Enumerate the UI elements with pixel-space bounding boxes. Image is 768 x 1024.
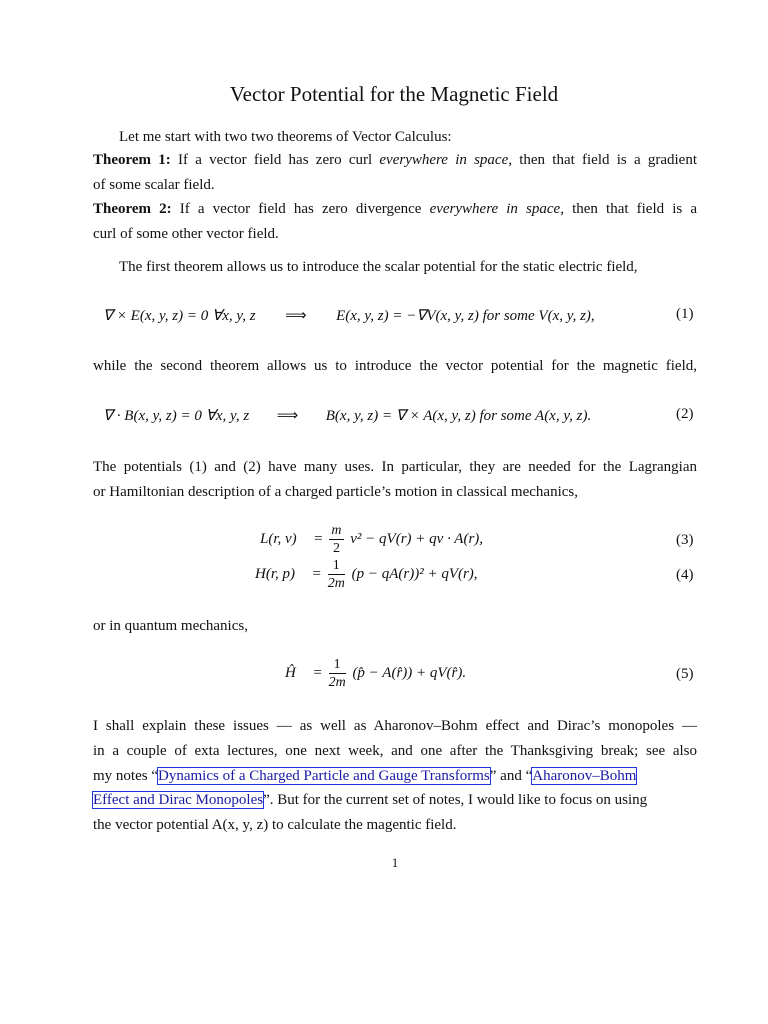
potentials-uses-line-1: The potentials (1) and (2) have many uses. In particular, they are needed for the Lagrangian — [93, 459, 697, 475]
implies-arrow-1: ⟹ — [285, 308, 307, 324]
closing-line-5: the vector potential A(x, y, z) to calculate the magentic field. — [93, 817, 457, 833]
equation-4-lhs: H(r, p) — [255, 565, 295, 582]
equation-1 — [103, 306, 595, 326]
theorem-2-line-2: curl of some other vector field. — [93, 226, 279, 242]
equation-3-equals: = — [314, 530, 323, 547]
equation-4-number: (4) — [676, 567, 694, 583]
intro-text: Let me start with two two theorems of Vector Calculus: — [119, 129, 452, 145]
equation-5-rhs: (p̂ − A(r̂)) + qV(r̂). — [352, 664, 467, 681]
first-theorem-paragraph: The first theorem allows us to introduce the scalar potential for the static electric field, — [119, 259, 638, 275]
equation-4-equals: = — [312, 565, 321, 582]
equation-2-number: (2) — [676, 406, 694, 422]
theorem-1-line-2: of some scalar field. — [93, 177, 215, 193]
equation-4 — [255, 557, 478, 592]
second-theorem-paragraph: while the second theorem allows us to introduce the vector potential for the magnetic field, — [93, 358, 697, 374]
equation-1-left: ∇ × E(x, y, z) = 0 ∀x, y, z — [103, 308, 256, 324]
equation-3-lhs: L(r, v) — [260, 530, 297, 547]
implies-arrow-2: ⟹ — [276, 408, 299, 424]
theorem-1-text: If a vector field has zero curl — [178, 152, 373, 168]
equation-3 — [260, 522, 483, 557]
theorem-2-label: Theorem 2: — [93, 201, 172, 217]
equation-5-equals: = — [313, 664, 322, 681]
equation-1-right: E(x, y, z) = −∇V(x, y, z) for some V(x, y, z), — [336, 308, 595, 324]
closing-line-3: my notes “Dynamics of a Charged Particle and Gauge Transforms” and “Aharonov–Bohm — [93, 768, 637, 784]
equation-4-rhs: (p − qA(r))² + qV(r), — [351, 565, 478, 582]
equation-5-fraction: $\frac{1}{2m}$ — [328, 657, 346, 690]
equation-5-number: (5) — [676, 666, 694, 682]
theorem-1-label: Theorem 1: — [93, 152, 171, 168]
equation-4-fraction: $\frac{1}{2m}$ — [327, 558, 345, 591]
equation-5-lhs: Ĥ — [285, 664, 296, 681]
potentials-uses-line-2: or Hamiltonian description of a charged particle’s motion in classical mechanics, — [93, 484, 578, 500]
page-title: Vector Potential for the Magnetic Field — [229, 82, 559, 106]
closing-line-4: Effect and Dirac Monopoles”. But for the current set of notes, I would like to focus on using — [93, 792, 648, 808]
equation-3-fraction: $\frac{m}{2}$ — [331, 523, 342, 556]
quantum-mechanics-text: or in quantum mechanics, — [93, 618, 248, 634]
page-number: 1 — [391, 855, 399, 870]
closing-line-2: in a couple of exta lectures, one next week, and one after the Thanksgiving break; see also — [93, 743, 697, 759]
closing-line-1: I shall explain these issues — as well as Aharonov–Bohm effect and Dirac’s monopoles — — [93, 718, 697, 734]
theorem-1-text-end: then that field is a gradient — [519, 152, 698, 168]
link-dirac-monopoles[interactable]: Effect and Dirac Monopoles — [93, 792, 264, 808]
equation-3-number: (3) — [676, 532, 694, 548]
theorem-1-emphasis: everywhere in space, — [379, 152, 512, 168]
theorem-2-line-1 — [93, 199, 697, 219]
equation-2-left: ∇ · B(x, y, z) = 0 ∀x, y, z — [103, 408, 250, 424]
equation-3-rhs: v² − qV(r) + qv · A(r), — [350, 530, 484, 547]
equation-1-number: (1) — [676, 306, 694, 322]
equation-5 — [285, 656, 466, 691]
theorem-2-text-end: then that field is a — [572, 201, 698, 217]
theorem-2-emphasis: everywhere in space, — [429, 201, 564, 217]
theorem-2-text: If a vector field has zero divergence — [179, 201, 422, 217]
equation-2 — [103, 406, 591, 426]
link-dynamics-gauge-transforms[interactable]: Dynamics of a Charged Particle and Gauge Transforms — [158, 768, 490, 784]
link-aharonov-bohm[interactable]: Aharonov–Bohm — [532, 768, 637, 784]
theorem-1-line-1 — [93, 150, 697, 170]
equation-2-right: B(x, y, z) = ∇ × A(x, y, z) for some A(x, y, z). — [325, 408, 592, 424]
